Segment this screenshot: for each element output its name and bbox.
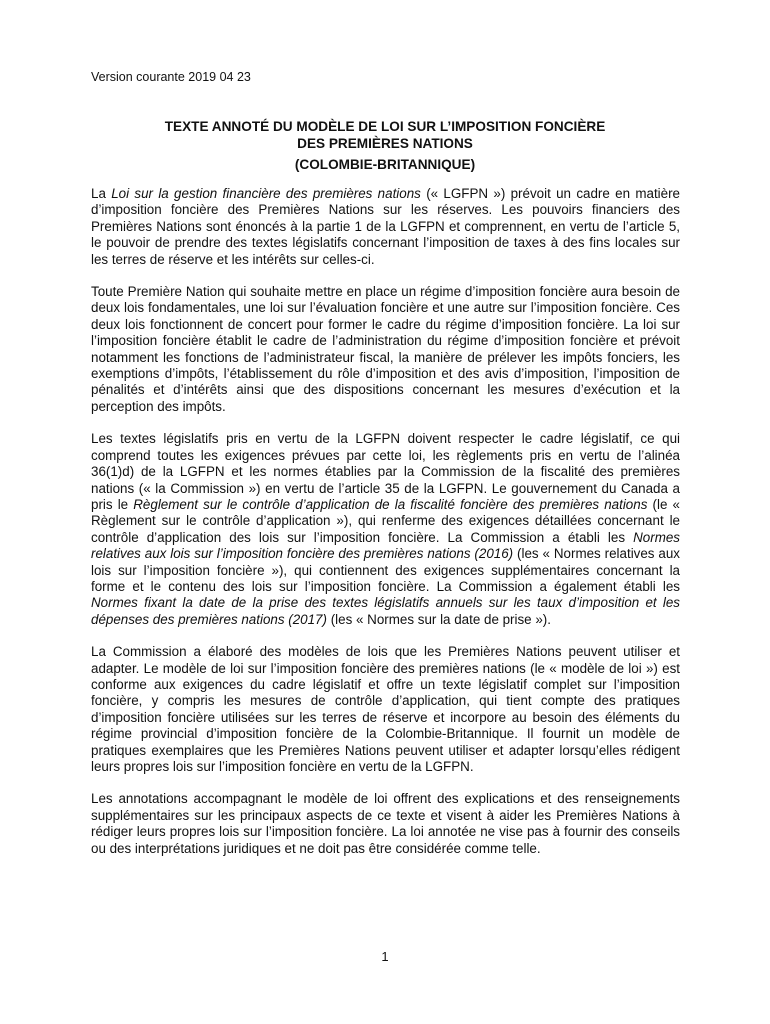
standards-title-2: Normes fixant la date de la prise des textes législatifs annuels sur les taux d’imposition et les dépenses des premières nations (2017) [91,595,680,627]
document-body [91,186,680,873]
paragraph-4: La Commission a élaboré des modèles de lois que les Premières Nations peuvent utiliser et adapter. Le modèle de loi sur l’imposition foncière des premières nations (le « modèle de loi ») est conforme aux exigences du cadre législatif et offre un texte législatif complet sur l’imposition foncière, y compris les mesures de contrôle d’application, qui tient compte des pratiques d’imposition foncière utilisées sur les terres de réserve et incorpore au besoin des éléments du régime provincial d’imposition foncière de la Colombie-Britannique. Il fournit un modèle de pratiques exemplaires que les Premières Nations peuvent utiliser et adapter lorsqu’elles rédigent leurs propres lois sur l’imposition foncière en vertu de la LGFPN. [91,644,680,774]
standards-title-1: Normes relatives aux lois sur l’imposition foncière des premières nations (2016) [91,529,680,562]
document-subtitle: (COLOMBIE-BRITANNIQUE) [294,157,476,172]
title-line-2: DES PREMIÈRES NATIONS [297,136,473,151]
paragraph-3: Les textes législatifs pris en vertu de la LGFPN doivent respecter le cadre législatif, ce qui comprend toutes les exigences prévues par cette loi, les règlements pris en vertu de l’alinéa 36(1)d) de la LGFPN et les normes établies par la Commission de la fiscalité des premières nations (« la Commission ») en vertu de l’article 35 de la LGFPN. Le gouvernement du Canada a pris le Règlement sur le contrôle d’application de la fiscalité foncière des premières nations (le « Règlement sur le contrôle d’application »), qui renferme des exigences détaillées concernant le contrôle d’application des lois sur l’imposition foncière. La Commission a établi les Normes relatives aux lois sur l’imposition foncière des premières nations (2016) (les « Normes relatives aux lois sur l’imposition foncière »), qui contiennent des exigences supplémentaires concernant la forme et le contenu des lois sur l’imposition foncière. La Commission a également établi les Normes fixant la date de la prise des textes législatifs annuels sur les taux d’imposition et les dépenses des premières nations (2017) (les « Normes sur la date de prise »). [91,431,680,627]
paragraph-2: Toute Première Nation qui souhaite mettre en place un régime d’imposition foncière aura besoin de deux lois fondamentales, une loi sur l’évaluation foncière et une autre sur l’imposition foncière. Ces deux lois fonctionnent de concert pour former le cadre du régime d’imposition foncière. La loi sur l’imposition foncière établit le cadre de l’administration du régime d’imposition foncière et prévoit notamment les fonctions de l’administrateur fiscal, la manière de prélever les impôts fonciers, les exemptions d’impôts, l’établissement du rôle d’imposition et des avis d’imposition, l’imposition de pénalités et d’intérêts ainsi que des dispositions concernant les mesures d’exécution et la perception des impôts. [91,284,680,414]
title-line-1: TEXTE ANNOTÉ DU MODÈLE DE LOI SUR L’IMPOSITION FONCIÈRE [164,119,606,134]
law-title: Loi sur la gestion financière des premières nations [111,186,421,201]
regulation-title: Règlement sur le contrôle d’application de la fiscalité foncière des premières nations [133,496,648,512]
paragraph-1: La Loi sur la gestion financière des premières nations (« LGFPN ») prévoit un cadre en matière d’imposition foncière des Premières Nations sur les réserves. Les pouvoirs financiers des Premières Nations sont énoncés à la partie 1 de la LGFPN et comprennent, en vertu de l’article 5, le pouvoir de prendre des textes législatifs concernant l’imposition de taxes à des fins locales sur les terres de réserve et les intérêts sur celles-ci. [91,186,680,267]
page-number: 1 [381,949,389,964]
version-label: Version courante 2019 04 23 [91,70,251,84]
document-title [91,118,679,152]
paragraph-5: Les annotations accompagnant le modèle de loi offrent des explications et des renseignements supplémentaires sur les principaux aspects de ce texte et visent à aider les Premières Nations à rédiger leurs propres lois sur l’imposition foncière. La loi annotée ne vise pas à fournir des conseils ou des interprétations juridiques et ne doit pas être considérée comme telle. [91,791,680,856]
